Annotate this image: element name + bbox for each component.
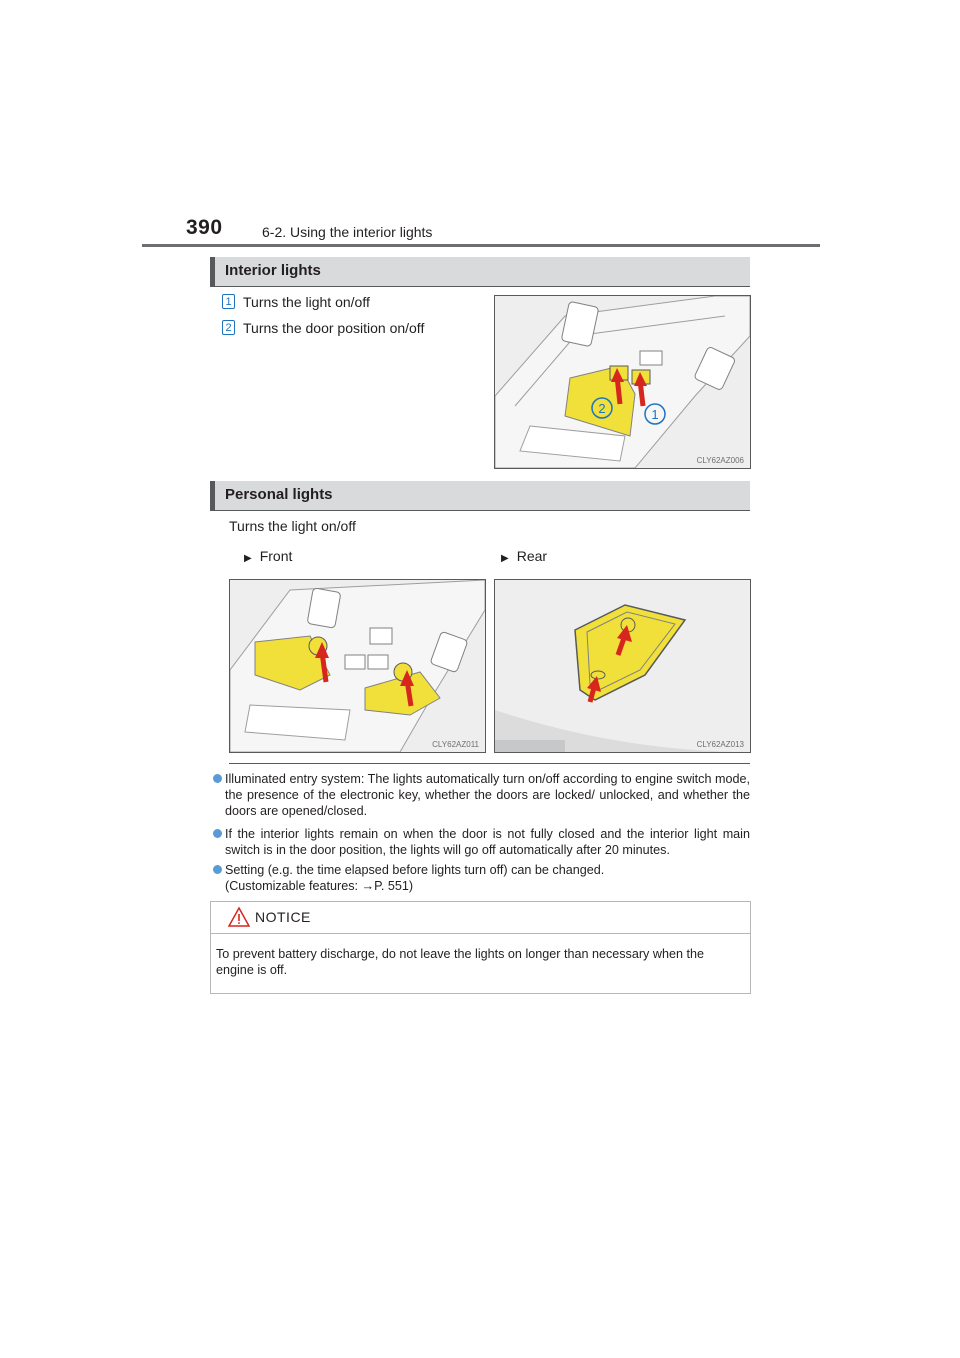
item-number-1: 1 — [222, 294, 235, 309]
section-title: 6-2. Using the interior lights — [262, 224, 433, 240]
callout-2: 2 — [598, 401, 606, 416]
interior-lights-heading: Interior lights — [225, 262, 321, 279]
note-item: Setting (e.g. the time elapsed before lights turn off) can be changed. (Customizable features: →P. 551) — [213, 862, 683, 894]
page-number: 390 — [186, 216, 223, 239]
item-number-2: 2 — [222, 320, 235, 335]
interior-lights-illustration — [494, 295, 751, 469]
callout-1: 1 — [651, 407, 659, 422]
figure-code: CLY62AZ013 — [696, 740, 744, 749]
front-label: ▶ Front — [244, 548, 293, 564]
triangle-bullet-icon: ▶ — [244, 553, 252, 564]
personal-lights-heading-bar — [210, 481, 750, 511]
triangle-bullet-icon: ▶ — [501, 553, 509, 564]
personal-lights-heading: Personal lights — [225, 486, 333, 503]
rear-label: ▶ Rear — [501, 548, 548, 564]
separator-rule — [229, 763, 750, 764]
notice-header — [211, 902, 750, 934]
bullet-icon — [213, 774, 222, 783]
figure-code: CLY62AZ006 — [696, 456, 744, 465]
figure-code: CLY62AZ011 — [432, 740, 479, 749]
note-item: If the interior lights remain on when the door is not fully closed and the interior light main switch is in the door position, the lights will go off automatically after 20 minutes. — [213, 826, 750, 858]
front-personal-lights-illustration — [229, 579, 486, 753]
personal-lights-intro: Turns the light on/off — [229, 518, 356, 534]
item-text-1: Turns the light on/off — [243, 294, 370, 310]
item-text-2: Turns the door position on/off — [243, 320, 425, 336]
note-item: Illuminated entry system: The lights automatically turn on/off according to engine switch mode, the presence of the electronic key, whether the doors are locked/ unlocked, and whether the doors are opened/closed. — [213, 771, 750, 819]
notice-box — [210, 901, 751, 994]
header-rule — [142, 244, 820, 247]
bullet-icon — [213, 865, 222, 874]
warning-triangle-icon — [228, 907, 250, 927]
bullet-icon — [213, 829, 222, 838]
notice-title: NOTICE — [255, 909, 311, 925]
rear-personal-lights-illustration — [494, 579, 751, 753]
notice-body: To prevent battery discharge, do not leave the lights on longer than necessary when the engine is off. — [216, 947, 704, 977]
interior-lights-heading-bar — [210, 257, 750, 287]
